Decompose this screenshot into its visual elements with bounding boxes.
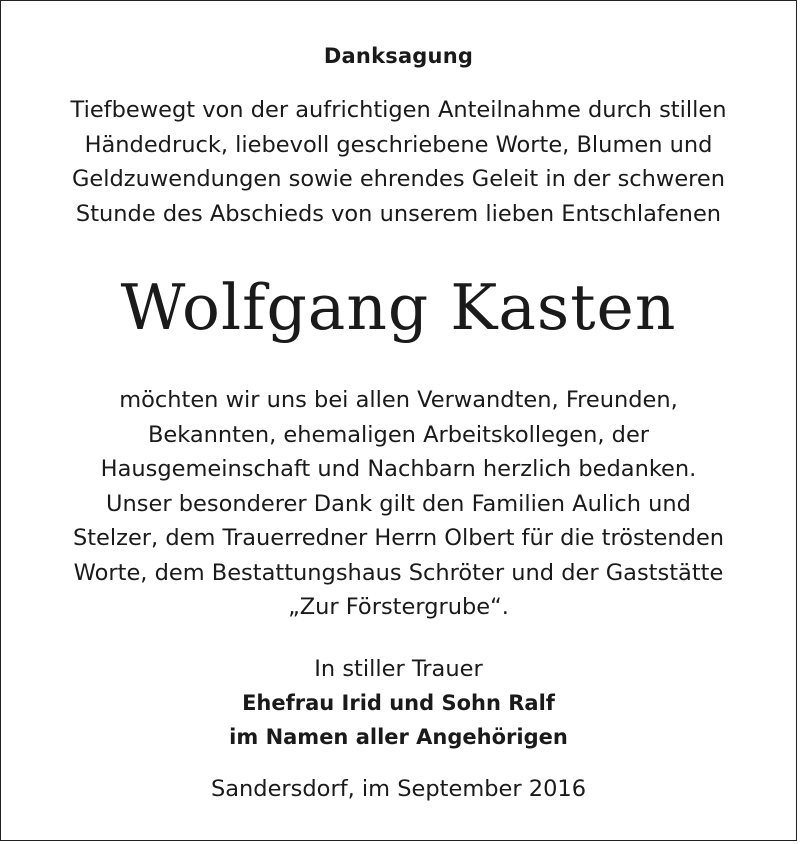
intro-line: Geldzuwendungen sowie ehrendes Geleit in der schweren xyxy=(71,166,726,192)
mourners-relatives: im Namen aller Angehörigen xyxy=(229,725,568,749)
thanks-paragraph xyxy=(1,383,796,625)
mourning-intro: In stiller Trauer xyxy=(314,656,483,682)
thanks-line: Unser besonderer Dank gilt den Familien Aulich und xyxy=(106,490,691,517)
place-date: Sandersdorf, im September 2016 xyxy=(210,776,587,802)
notice-heading: Danksagung xyxy=(323,44,474,68)
intro-line: Stunde des Abschieds von unserem lieben Entschlafenen xyxy=(75,200,722,227)
intro-paragraph xyxy=(1,93,796,231)
thanks-line: Bekannten, ehemaligen Arbeitskollegen, der xyxy=(147,421,650,448)
thanks-line: Hausgemeinschaft und Nachbarn herzlich bedanken. xyxy=(100,456,697,482)
thanks-line: Worte, dem Bestattungshaus Schröter und der Gaststätte xyxy=(73,559,724,586)
thanks-line: möchten wir uns bei allen Verwandten, Freunden, xyxy=(119,387,678,413)
intro-line: Tiefbewegt von der aufrichtigen Anteilnahme durch stillen xyxy=(70,97,727,123)
mourners-block xyxy=(1,652,796,754)
deceased-name: Wolfgang Kasten xyxy=(120,271,677,344)
thanks-line: Stelzer, dem Trauerredner Herrn Olbert für die tröstenden xyxy=(72,525,725,551)
mourners-names: Ehefrau Irid und Sohn Ralf xyxy=(242,691,555,715)
intro-line: Händedruck, liebevoll geschriebene Worte, Blumen und xyxy=(84,131,713,158)
thanks-line: „Zur Förstergrube“. xyxy=(288,594,509,620)
